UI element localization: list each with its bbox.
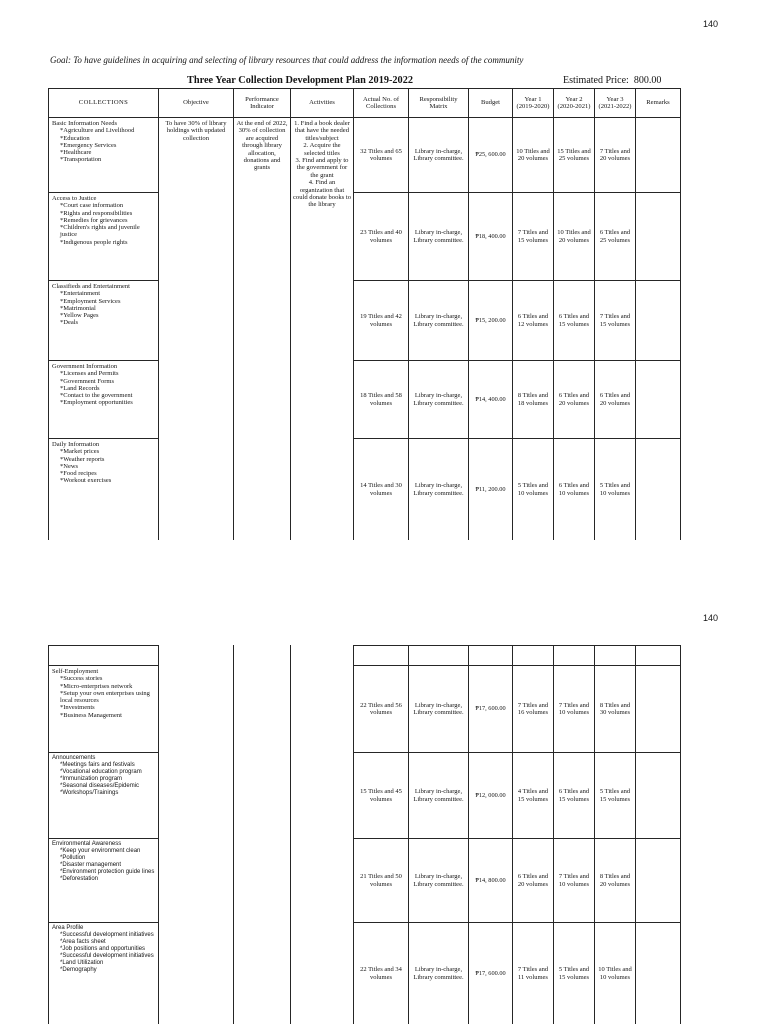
collection-heading: Access to Justice	[52, 195, 97, 202]
collection-item: *Meetings fairs and festivals	[60, 762, 135, 768]
remarks-cell	[636, 666, 680, 752]
year-2-cell: 7 Titles and 10 volumes	[558, 701, 590, 716]
responsibility-cell: Library in-charge, Library committee.	[413, 701, 464, 716]
actual-collections-cell: 23 Titles and 40 volumes	[360, 229, 402, 244]
year-1-cell: 7 Titles and 15 volumes	[517, 229, 549, 244]
remarks-cell	[636, 361, 680, 438]
remarks-cell	[636, 118, 680, 192]
collection-item: *Successful development initiatives	[60, 932, 154, 938]
column-header-collections: COLLECTIONS	[78, 99, 129, 107]
actual-collections-cell: 22 Titles and 34 volumes	[360, 966, 402, 981]
collection-item: *Licenses and Permits	[60, 370, 119, 378]
collection-item: *Deforestation	[60, 876, 99, 882]
column-header-objective: Objective	[183, 99, 209, 107]
remarks-cell	[636, 753, 680, 838]
collection-item: *Government Forms	[60, 377, 114, 385]
budget-cell: ₱25, 600.00	[475, 151, 506, 159]
remarks-cell	[636, 193, 680, 280]
collection-item: *Environment protection guide lines	[60, 869, 155, 875]
year-1-cell: 6 Titles and 20 volumes	[517, 873, 549, 888]
collection-heading: Environmental Awareness	[52, 841, 122, 847]
collection-heading: Government Information	[52, 363, 118, 370]
collection-heading: Classifieds and Entertainment	[52, 283, 130, 290]
column-header-performance-indicator: Performance Indicator	[245, 95, 279, 110]
actual-collections-cell: 32 Titles and 65 volumes	[360, 147, 402, 162]
column-header-budget: Budget	[480, 99, 501, 107]
year-3-cell: 7 Titles and 20 volumes	[599, 147, 631, 162]
collection-item: *Contact to the government	[60, 392, 133, 400]
collection-item: *Education	[60, 134, 90, 142]
collection-item: *Disaster management	[60, 862, 122, 868]
year-3-cell: 6 Titles and 20 volumes	[599, 392, 631, 407]
collection-item: *Investments	[60, 704, 95, 712]
year-2-cell: 6 Titles and 15 volumes	[558, 788, 590, 803]
collection-cell	[49, 666, 158, 752]
collection-item: *Land Records	[60, 384, 100, 392]
column-header-actual-collections: Actual No. of Collections	[362, 95, 400, 110]
responsibility-cell: Library in-charge, Library committee.	[413, 392, 464, 407]
actual-collections-cell: 18 Titles and 58 volumes	[360, 392, 402, 407]
collection-item: *Vocational education program	[60, 769, 142, 775]
remarks-cell	[636, 439, 680, 540]
activity-step: 3. Find and apply to the government for the grant	[295, 157, 349, 179]
year-2-cell: 6 Titles and 10 volumes	[558, 482, 590, 497]
actual-collections-cell: 21 Titles and 50 volumes	[360, 873, 402, 888]
collection-item: *Successful development initiatives	[60, 953, 154, 959]
collection-item: *Demography	[60, 967, 97, 973]
budget-cell: ₱17, 600.00	[475, 705, 506, 713]
collection-heading: Announcements	[52, 755, 96, 761]
collection-cell	[49, 839, 158, 922]
plan-title: Three Year Collection Development Plan 2019-2022	[186, 75, 414, 86]
collection-cell	[49, 923, 158, 1024]
objective-cell: To have 30% of library holdings with updated collection	[165, 120, 227, 142]
estimated-price-label: Estimated Price:	[563, 75, 629, 86]
responsibility-cell: Library in-charge, Library committee.	[413, 229, 464, 244]
year-3-cell: 6 Titles and 25 volumes	[599, 229, 631, 244]
year-2-cell: 6 Titles and 15 volumes	[558, 313, 590, 328]
year-3-cell: 8 Titles and 20 volumes	[599, 873, 631, 888]
year-3-cell: 8 Titles and 30 volumes	[599, 701, 631, 716]
year-1-cell: 4 Titles and 15 volumes	[517, 788, 549, 803]
performance-indicator-cell: At the end of 2022, 30% of collection are acquired through library allocation, donations and grants	[236, 120, 288, 172]
activities-cell	[291, 118, 353, 540]
collection-heading: Daily Information	[52, 441, 100, 448]
collection-item: *Workshops/Trainings	[60, 790, 119, 796]
collection-cell	[49, 193, 158, 280]
collection-item: *Job positions and opportunities	[60, 946, 146, 952]
collection-item: *Business Management	[60, 711, 122, 719]
collection-item: *Land Utilization	[60, 960, 104, 966]
table-rule	[290, 645, 291, 1024]
year-1-cell: 5 Titles and 10 volumes	[517, 482, 549, 497]
collection-cell	[49, 439, 158, 540]
collection-cell	[49, 118, 158, 192]
table-rule	[158, 645, 159, 1024]
collection-item: *Indigenous people rights	[60, 238, 128, 246]
collection-item: *Employment Services	[60, 297, 121, 305]
column-header-year-3: Year 3 (2021-2022)	[598, 95, 632, 110]
year-2-cell: 6 Titles and 20 volumes	[558, 392, 590, 407]
collection-item: *Court case information	[60, 202, 124, 210]
budget-cell: ₱12, 000.00	[475, 791, 506, 799]
collection-item: *Setup your own enterprises using local resources	[60, 689, 150, 705]
collection-item: *Transportation	[60, 156, 102, 164]
budget-cell: ₱14, 400.00	[475, 395, 506, 403]
collection-item: *Immunization program	[60, 776, 123, 782]
collection-cell	[49, 281, 158, 360]
page-2	[0, 560, 768, 1024]
collection-item: *Rights and responsibilities	[60, 209, 133, 217]
collection-item: *Seasonal diseases/Epidemic	[60, 783, 140, 789]
estimated-price-value: 800.00	[633, 75, 662, 86]
activity-step: 1. Find a book dealer that have the needed titles/subject	[294, 120, 350, 142]
table-rule	[48, 645, 159, 646]
collection-item: *Area facts sheet	[60, 939, 106, 945]
collection-item: *Market prices	[60, 448, 100, 456]
collection-item: *Workout exercises	[60, 477, 112, 485]
collection-plan-table-continued	[0, 560, 768, 1024]
collection-item: *Entertainment	[60, 290, 101, 298]
collection-item: *Agriculture and Livelihood	[60, 127, 135, 135]
collection-item: *Yellow Pages	[60, 312, 99, 320]
actual-collections-cell: 15 Titles and 45 volumes	[360, 788, 402, 803]
collection-cell	[49, 753, 158, 838]
collection-item: *Employment opportunities	[60, 399, 133, 407]
responsibility-cell: Library in-charge, Library committee.	[413, 873, 464, 888]
remarks-cell	[636, 839, 680, 922]
year-2-cell: 15 Titles and 25 volumes	[557, 147, 591, 162]
year-2-cell: 10 Titles and 20 volumes	[557, 229, 591, 244]
budget-cell: ₱15, 200.00	[475, 316, 506, 324]
collection-item: *Food recipes	[60, 470, 97, 478]
column-header-responsibility-matrix: Responsibility Matrix	[419, 95, 458, 110]
collection-item: *Healthcare	[60, 149, 92, 157]
remarks-cell	[636, 281, 680, 360]
year-3-cell: 7 Titles and 15 volumes	[599, 313, 631, 328]
responsibility-cell: Library in-charge, Library committee.	[413, 788, 464, 803]
budget-cell: ₱11, 200.00	[475, 485, 506, 493]
year-3-cell: 5 Titles and 10 volumes	[599, 482, 631, 497]
budget-cell: ₱14, 800.00	[475, 876, 506, 884]
year-1-cell: 6 Titles and 12 volumes	[517, 313, 549, 328]
activity-step: 2. Acquire the selected titles	[303, 142, 341, 157]
collection-item: *Deals	[60, 319, 79, 327]
responsibility-cell: Library in-charge, Library committee.	[413, 313, 464, 328]
collection-item: *Pollution	[60, 855, 86, 861]
year-2-cell: 5 Titles and 15 volumes	[558, 966, 590, 981]
responsibility-cell: Library in-charge, Library committee.	[413, 482, 464, 497]
collection-item: *Remedies for grievances	[60, 216, 128, 224]
year-3-cell: 5 Titles and 15 volumes	[599, 788, 631, 803]
year-3-cell: 10 Titles and 10 volumes	[598, 966, 632, 981]
collection-heading: Area Profile	[52, 925, 84, 931]
year-1-cell: 8 Titles and 18 volumes	[517, 392, 549, 407]
budget-cell: ₱18, 400.00	[475, 232, 506, 240]
remarks-cell	[636, 923, 680, 1024]
actual-collections-cell: 19 Titles and 42 volumes	[360, 313, 402, 328]
column-header-year-1: Year 1 (2019-2020)	[516, 95, 550, 110]
collection-cell	[49, 361, 158, 438]
table-rule	[680, 88, 681, 540]
collection-item: *Matrimonial	[60, 304, 96, 312]
year-2-cell: 7 Titles and 10 volumes	[558, 873, 590, 888]
responsibility-cell: Library in-charge, Library committee.	[413, 147, 464, 162]
column-header-remarks: Remarks	[646, 99, 670, 107]
page-number: 140	[703, 613, 719, 623]
collection-item: *Children's rights and juvenile justice	[60, 224, 140, 239]
table-rule	[233, 645, 234, 1024]
table-rule	[353, 645, 681, 646]
goal-statement: Goal: To have guidelines in acquiring and selecting of library resources that could address the information needs of the community	[50, 55, 524, 65]
table-rule	[680, 645, 681, 1024]
collection-item: *News	[60, 462, 79, 470]
activity-step: 4. Find an organization that could donate books to the library	[292, 179, 352, 209]
year-1-cell: 7 Titles and 16 volumes	[517, 701, 549, 716]
page-number: 140	[703, 19, 719, 29]
collection-item: *Micro-enterprises network	[60, 682, 133, 690]
actual-collections-cell: 14 Titles and 30 volumes	[360, 482, 402, 497]
year-1-cell: 7 Titles and 11 volumes	[517, 966, 549, 981]
column-header-year-2: Year 2 (2020-2021)	[557, 95, 591, 110]
collection-heading: Basic Information Needs	[52, 120, 117, 127]
budget-cell: ₱17, 600.00	[475, 969, 506, 977]
actual-collections-cell: 22 Titles and 56 volumes	[360, 701, 402, 716]
collection-item: *Weather reports	[60, 455, 105, 463]
collection-heading: Self-Employment	[52, 668, 99, 675]
responsibility-cell: Library in-charge, Library committee.	[413, 966, 464, 981]
collection-item: *Success stories	[60, 675, 103, 683]
column-header-activities: Activities	[309, 99, 335, 107]
collection-item: *Emergency Services	[60, 141, 117, 149]
collection-item: *Keep your environment clean	[60, 848, 141, 854]
year-1-cell: 10 Titles and 20 volumes	[516, 147, 550, 162]
